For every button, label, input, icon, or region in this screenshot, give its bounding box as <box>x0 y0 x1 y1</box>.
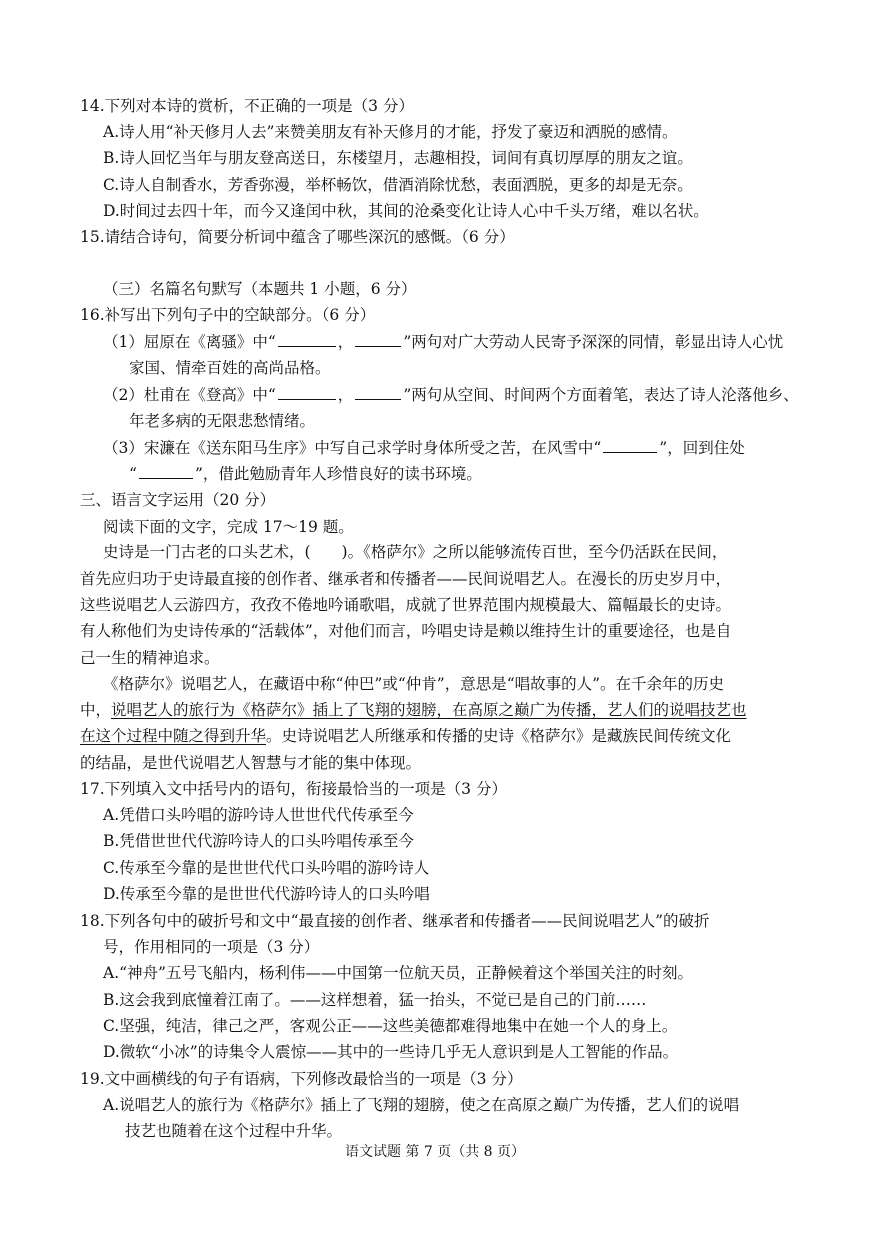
q16-item1-post: ”两句对广大劳动人民寄予深深的同情，彰显出诗人心忧 <box>403 333 784 351</box>
q17-option-a: A.凭借口头吟唱的游吟诗人世世代代传承至今 <box>103 806 414 824</box>
q14-option-c: C.诗人自制香水，芳香弥漫，举杯畅饮，借酒消除忧愁，表面洒脱，更多的却是无奈。 <box>103 176 693 194</box>
q18-option-b: B.这会我到底憧着江南了。——这样想着，猛一抬头，不觉已是自己的门前…… <box>103 991 647 1009</box>
passage-p1-line5: 己一生的精神追求。 <box>80 649 220 667</box>
q16-item1-sep: ， <box>337 333 354 351</box>
q18-option-c: C.坚强，纯洁，律己之严，客观公正——这些美德都难得地集中在她一个人的身上。 <box>103 1017 678 1035</box>
part-3-title: 三、语言文字运用（20 分） <box>80 491 276 509</box>
answer-blank[interactable] <box>278 331 336 347</box>
q16-stem: 16.补写出下列句子中的空缺部分。（6 分） <box>80 306 376 324</box>
passage-p1-line2: 首先应归功于史诗最直接的创作者、继承者和传播者——民间说唱艺人。在漫长的历史岁月中， <box>80 570 732 588</box>
passage-p2-line2 <box>80 699 747 721</box>
passage-p1-line3: 这些说唱艺人云游四方，孜孜不倦地吟诵歌唱，成就了世界范围内规模最大、篇幅最长的史诗。 <box>80 596 732 614</box>
answer-blank[interactable] <box>603 437 657 453</box>
passage-p1-line4: 有人称他们为史诗传承的“活载体”，对他们而言，吟唱史诗是赖以维持生计的重要途径，也是自 <box>80 622 732 640</box>
answer-blank[interactable] <box>139 463 193 479</box>
part-3-instruction: 阅读下面的文字，完成 17～19 题。 <box>103 518 354 536</box>
q16-item1-pre: （1）屈原在《离骚》中“ <box>103 333 276 351</box>
section-3-title: （三）名篇名句默写（本题共 1 小题，6 分） <box>103 280 417 298</box>
page-footer: 语文试题 第 7 页（共 8 页） <box>344 1144 526 1160</box>
q14-option-b: B.诗人回忆当年与朋友登高送日，东楼望月，志趣相投，词间有真切厚厚的朋友之谊。 <box>103 149 693 167</box>
q17-stem: 17.下列填入文中括号内的语句，衔接最恰当的一项是（3 分） <box>80 780 507 798</box>
q16-item2-sep: ， <box>337 386 354 404</box>
q16-item3-open-quote: “ <box>129 465 137 483</box>
q16-item3-post2: ”，借此勉励青年人珍惜良好的读书环境。 <box>194 465 482 483</box>
q19-option-a-line1: A.说唱艺人的旅行为《格萨尔》插上了飞翔的翅膀，使之在高原之巅广为传播，艺人们的说唱 <box>103 1096 740 1114</box>
q16-item2-line1 <box>103 384 799 406</box>
q18-stem-line2: 号，作用相同的一项是（3 分） <box>103 938 320 956</box>
q18-option-a: A.“神舟”五号飞船内，杨利伟——中国第一位航天员，正静候着这个举国关注的时刻。 <box>103 964 693 982</box>
q16-item2-line2: 年老多病的无限悲愁情绪。 <box>129 412 316 430</box>
q19-option-a-line2: 技艺也随着在这个过程中升华。 <box>125 1122 343 1140</box>
q16-item1-line2: 家国、情牵百姓的高尚品格。 <box>129 359 331 377</box>
q16-item3-post: ”，回到住处 <box>659 439 745 457</box>
underlined-sentence-end: 在这个过程中随之得到升华 <box>80 727 267 745</box>
q16-item3-line2 <box>129 463 482 485</box>
q15-stem: 15.请结合诗句，简要分析词中蕴含了哪些深沉的感慨。（6 分） <box>80 228 515 246</box>
q16-item3-line1 <box>103 437 745 459</box>
q18-stem-line1: 18.下列各句中的破折号和文中“最直接的创作者、继承者和传播者——民间说唱艺人”的破折 <box>80 912 710 930</box>
q17-option-b: B.凭借世世代代游吟诗人的口头吟唱传承至今 <box>103 832 414 850</box>
passage-p1-line1: 史诗是一门古老的口头艺术，( )。《格萨尔》之所以能够流传百世，至今仍活跃在民间， <box>103 543 728 561</box>
passage-p2-line3 <box>80 725 731 747</box>
q17-option-c: C.传承至今靠的是世世代代口头吟唱的游吟诗人 <box>103 859 430 877</box>
passage-p2-line4: 的结晶，是世代说唱艺人智慧与才能的集中体现。 <box>80 754 422 772</box>
q14-option-a: A.诗人用“补天修月人去”来赞美朋友有补天修月的才能，抒发了豪迈和洒脱的感情。 <box>103 123 678 141</box>
answer-blank[interactable] <box>355 331 401 347</box>
q16-item3-pre: （3）宋濂在《送东阳马生序》中写自己求学时身体所受之苦，在风雪中“ <box>103 439 602 457</box>
q18-option-d: D.微软“小冰”的诗集令人震惊——其中的一些诗几乎无人意识到是人工智能的作品。 <box>103 1043 679 1061</box>
q19-stem: 19.文中画横线的句子有语病，下列修改最恰当的一项是（3 分） <box>80 1070 523 1088</box>
q14-option-d: D.时间过去四十年，而今又逢闰中秋，其间的沧桑变化让诗人心中千头万绪，难以名状。 <box>103 202 709 220</box>
q14-stem: 14.下列对本诗的赏析，不正确的一项是（3 分） <box>80 97 414 115</box>
q16-item1-line1 <box>103 331 783 353</box>
underlined-sentence: 说唱艺人的旅行为《格萨尔》插上了飞翔的翅膀，在高原之巅广为传播，艺人们的说唱技艺也 <box>111 701 747 719</box>
passage-p2-line1: 《格萨尔》说唱艺人，在藏语中称“仲巴”或“仲肯”，意思是“唱故事的人”。在千余年的历史 <box>103 675 725 693</box>
answer-blank[interactable] <box>355 384 401 400</box>
answer-blank[interactable] <box>278 384 336 400</box>
passage-p2-line2-pre: 中， <box>80 701 112 719</box>
q16-item2-post: ”两句从空间、时间两个方面着笔，表达了诗人沦落他乡、 <box>403 386 799 404</box>
q17-option-d: D.传承至今靠的是世世代代游吟诗人的口头吟唱 <box>103 885 430 903</box>
q16-item2-pre: （2）杜甫在《登高》中“ <box>103 386 276 404</box>
passage-p2-line3-post: 。史诗说唱艺人所继承和传播的史诗《格萨尔》是藏族民间传统文化 <box>266 727 732 745</box>
